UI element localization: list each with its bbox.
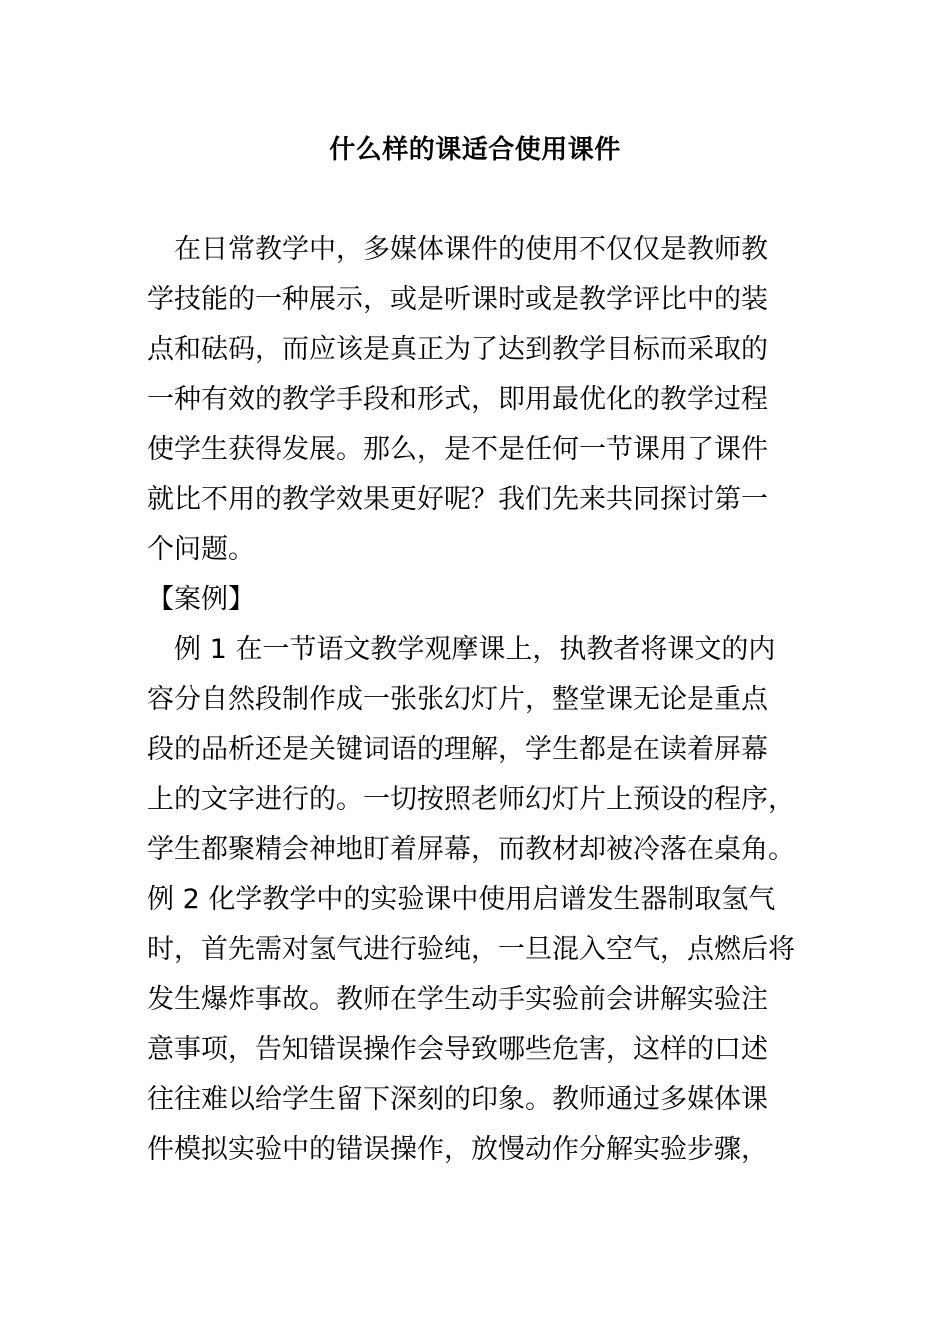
document-title: 什么样的课适合使用课件: [329, 135, 621, 165]
text-line-18: 往往难以给学生留下深刻的印象。教师通过多媒体课: [147, 1084, 768, 1115]
text-line-12: 上的文字进行的。一切按照老师幻灯片上预设的程序，: [147, 784, 795, 815]
text-line-9: 例 1 在一节语文教学观摩课上，执教者将课文的内: [147, 634, 776, 665]
text-line-15: 时，首先需对氢气进行验纯，一旦混入空气，点燃后将: [147, 934, 795, 965]
text-line-7: 个问题。: [147, 534, 255, 565]
text-line-6: 就比不用的教学效果更好呢？我们先来共同探讨第一: [147, 484, 768, 515]
section-heading-case: 【案例】: [147, 584, 255, 615]
text-line-19: 件模拟实验中的错误操作，放慢动作分解实验步骤，: [147, 1134, 768, 1165]
text-line-2: 学技能的一种展示，或是听课时或是教学评比中的装: [147, 284, 768, 315]
text-line-14: 例 2 化学教学中的实验课中使用启谱发生器制取氢气: [147, 884, 776, 915]
text-line-5: 使学生获得发展。那么，是不是任何一节课用了课件: [147, 434, 768, 465]
text-line-17: 意事项，告知错误操作会导致哪些危害，这样的口述: [147, 1034, 768, 1065]
document-body: [147, 225, 837, 1175]
text-line-13: 学生都聚精会神地盯着屏幕，而教材却被冷落在桌角。: [147, 834, 795, 865]
text-line-4: 一种有效的教学手段和形式，即用最优化的教学过程: [147, 384, 768, 415]
text-line-16: 发生爆炸事故。教师在学生动手实验前会讲解实验注: [147, 984, 768, 1015]
text-line-1: 在日常教学中，多媒体课件的使用不仅仅是教师教: [147, 234, 768, 265]
text-line-10: 容分自然段制作成一张张幻灯片，整堂课无论是重点: [147, 684, 768, 715]
text-line-11: 段的品析还是关键词语的理解，学生都是在读着屏幕: [147, 734, 768, 765]
text-line-3: 点和砝码，而应该是真正为了达到教学目标而采取的: [147, 334, 768, 365]
